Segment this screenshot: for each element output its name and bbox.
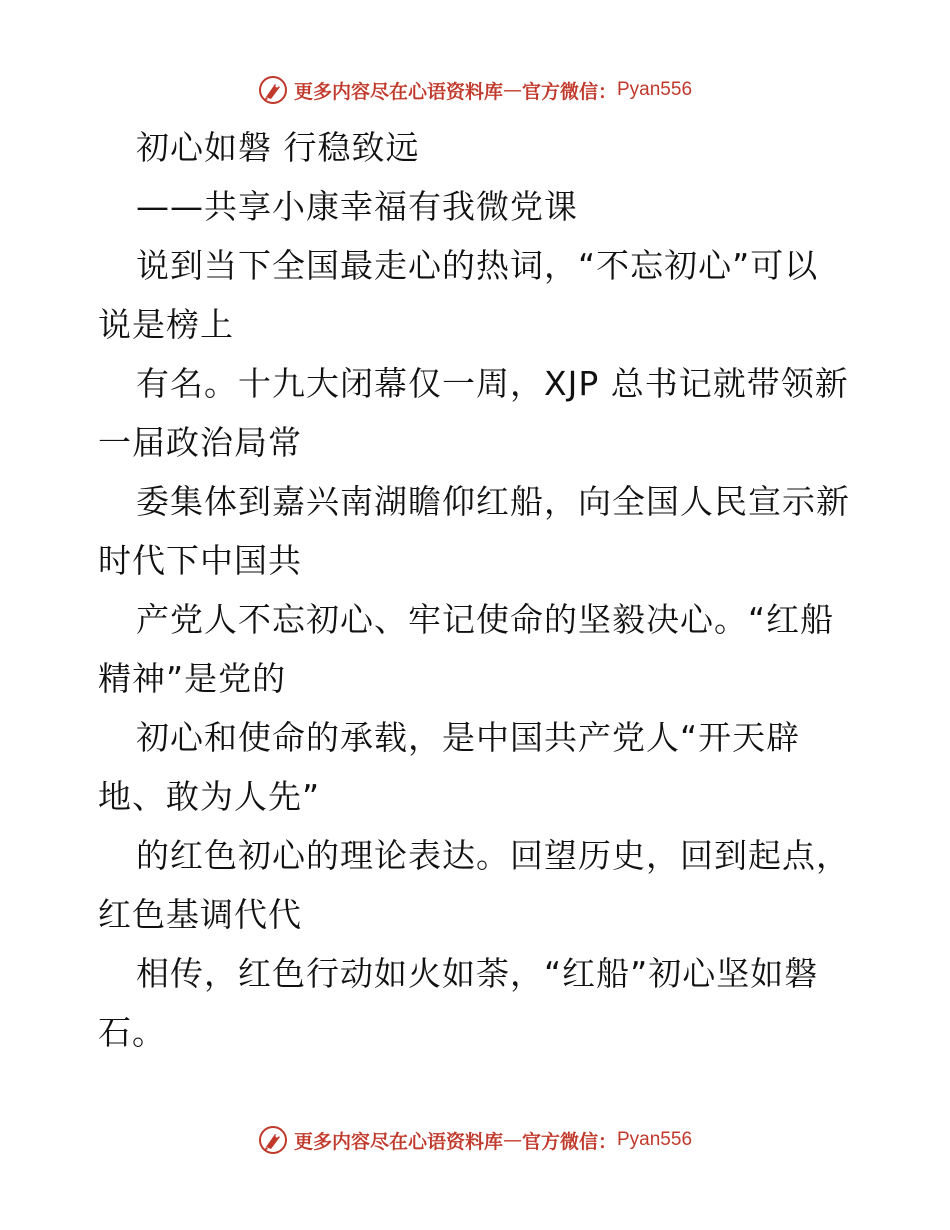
- document-line: 初心和使命的承载，是中国共产党人“开天辟: [136, 718, 801, 757]
- document-line: ——共享小康幸福有我微党课: [136, 187, 578, 226]
- document-line: 委集体到嘉兴南湖瞻仰红船，向全国人民宣示新: [136, 482, 850, 521]
- banner-account-label: 官方微信：: [521, 80, 617, 103]
- document-line: 精神”是党的: [98, 659, 287, 698]
- document-line: 相传，红色行动如火如荼，“红船”初心坚如磐: [136, 954, 819, 993]
- document-line: 时代下中国共: [98, 541, 302, 580]
- document-line: 的红色初心的理论表达。回望历史，回到起点，: [136, 836, 850, 875]
- document-body: [98, 118, 858, 1062]
- pen-nib-logo-icon: [258, 1125, 288, 1155]
- document-line: 红色基调代代: [98, 895, 302, 934]
- pen-nib-logo-icon: [258, 75, 288, 105]
- banner-title: 更多内容尽在心语资料库: [293, 1130, 503, 1153]
- document-line: 有名。十九大闭幕仅一周，XJP 总书记就带领新: [136, 364, 849, 403]
- document-line: 初心如磐 行稳致远: [136, 128, 420, 167]
- document-line: 说到当下全国最走心的热词，“不忘初心”可以: [136, 246, 819, 285]
- banner-separator: —: [502, 1129, 522, 1151]
- document-line: 一届政治局常: [98, 423, 302, 462]
- footer-banner: [0, 1120, 950, 1160]
- banner-account-id: Pyan556: [617, 1129, 693, 1150]
- header-banner: [0, 70, 950, 110]
- document-line: 说是榜上: [98, 305, 234, 344]
- banner-title: 更多内容尽在心语资料库: [293, 80, 503, 103]
- banner-separator: —: [502, 79, 522, 101]
- document-line: 石。: [98, 1013, 166, 1052]
- banner-account-label: 官方微信：: [521, 1130, 617, 1153]
- document-line: 地、敢为人先”: [98, 777, 321, 816]
- document-line: 产党人不忘初心、牢记使命的坚毅决心。“红船: [136, 600, 835, 639]
- banner-account-id: Pyan556: [617, 79, 693, 100]
